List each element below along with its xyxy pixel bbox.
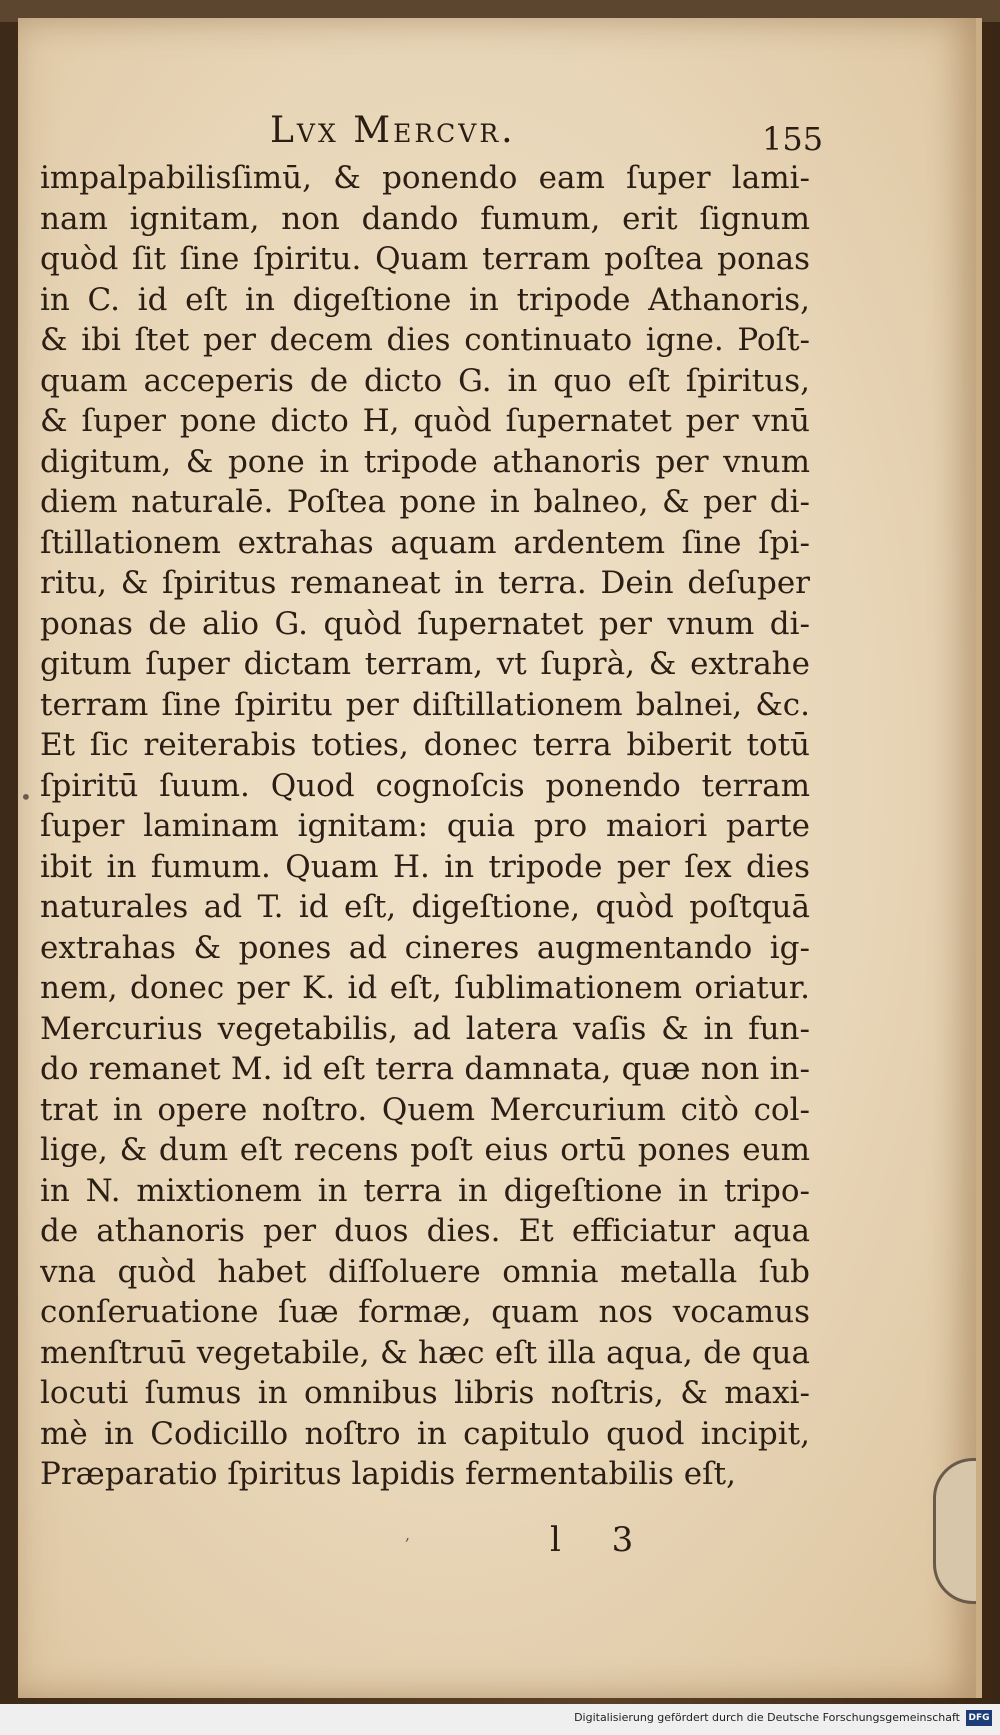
text-line: ſpiritū ſuum. Quod cognoſcis ponendo terram: [40, 767, 810, 804]
text-line: extrahas & pones ad cineres augmentando ig-: [40, 929, 810, 966]
page-number: 155: [762, 120, 824, 158]
text-line: Præparatio ſpiritus lapidis fermentabilis eſt,: [40, 1456, 736, 1492]
stray-mark: ,: [405, 1525, 411, 1544]
text-line: nem, donec per K. id eſt, ſublimationem oriatur.: [40, 970, 810, 1006]
text-line: locuti ſumus in omnibus libris noſtris, & maxi-: [40, 1375, 810, 1411]
page-tab: [933, 1458, 976, 1604]
text-line: & ibi ſtet per decem dies continuato igne. Poſt-: [40, 322, 810, 358]
running-head: Lvx Mercvr.: [270, 110, 516, 151]
text-line: menſtruū vegetabile, & hæc eſt illa aqua, de qua: [40, 1334, 810, 1371]
text-line: Et ſic reiterabis toties, donec terra biberit totū: [40, 727, 810, 763]
text-line: conſeruatione ſuæ formæ, quam nos vocamus: [40, 1294, 810, 1330]
text-line: ponas de alio G. quòd ſupernatet per vnum di-: [40, 605, 810, 642]
dfg-logo: DFG: [966, 1710, 992, 1726]
funding-credit: Digitalisierung gefördert durch die Deutsche Forschungsgemeinschaft: [574, 1711, 960, 1724]
text-line: ſtillationem extrahas aquam ardentem ſine ſpi-: [40, 524, 810, 561]
margin-mark: •: [20, 785, 32, 809]
text-line: ibit in fumum. Quam H. in tripode per ſex dies: [40, 848, 810, 885]
text-line: do remanet M. id eſt terra damnata, quæ non in-: [40, 1051, 810, 1087]
signature-mark: l 3: [550, 1520, 654, 1560]
text-line: lige, & dum eſt recens poſt eius ortū pones eum: [40, 1132, 810, 1168]
text-line: impalpabilisſimū, & ponendo eam ſuper lami-: [40, 160, 810, 196]
text-line: gitum ſuper dictam terram, vt ſuprà, & extrahe: [40, 646, 810, 682]
text-line: diem naturalē. Poſtea pone in balneo, & per di-: [40, 484, 810, 520]
footer-bar: [0, 1704, 1000, 1735]
text-line: de athanoris per duos dies. Et efficiatur aqua: [40, 1213, 810, 1249]
text-line: ritu, & ſpiritus remaneat in terra. Dein deſuper: [40, 565, 810, 601]
text-line: digitum, & pone in tripode athanoris per vnum: [40, 443, 810, 480]
text-line: in N. mixtionem in terra in digeſtione in tripo-: [40, 1172, 810, 1209]
text-line: trat in opere noſtro. Quem Mercurium citò col-: [40, 1091, 810, 1128]
text-line: ſuper laminam ignitam: quia pro maiori parte: [40, 808, 810, 844]
text-line: quam acceperis de dicto G. in quo eſt ſpiritus,: [40, 362, 810, 399]
body-text: [40, 158, 810, 1495]
text-line: & ſuper pone dicto H, quòd ſupernatet per vnū: [40, 403, 810, 439]
text-line: vna quòd habet diſſoluere omnia metalla ſub: [40, 1253, 810, 1290]
text-line: Mercurius vegetabilis, ad latera vaſis & in fun-: [40, 1010, 810, 1047]
text-line: in C. id eſt in digeſtione in tripode Athanoris,: [40, 281, 810, 318]
text-line: mè in Codicillo noſtro in capitulo quod incipit,: [40, 1415, 810, 1452]
text-line: terram ſine ſpiritu per diſtillationem balnei, &c.: [40, 686, 810, 723]
text-line: naturales ad T. id eſt, digeſtione, quòd poſtquā: [40, 889, 810, 925]
text-line: nam ignitam, non dando fumum, erit ſignum: [40, 200, 810, 237]
text-line: quòd ſit ſine ſpiritu. Quam terram poſtea ponas: [40, 241, 810, 277]
